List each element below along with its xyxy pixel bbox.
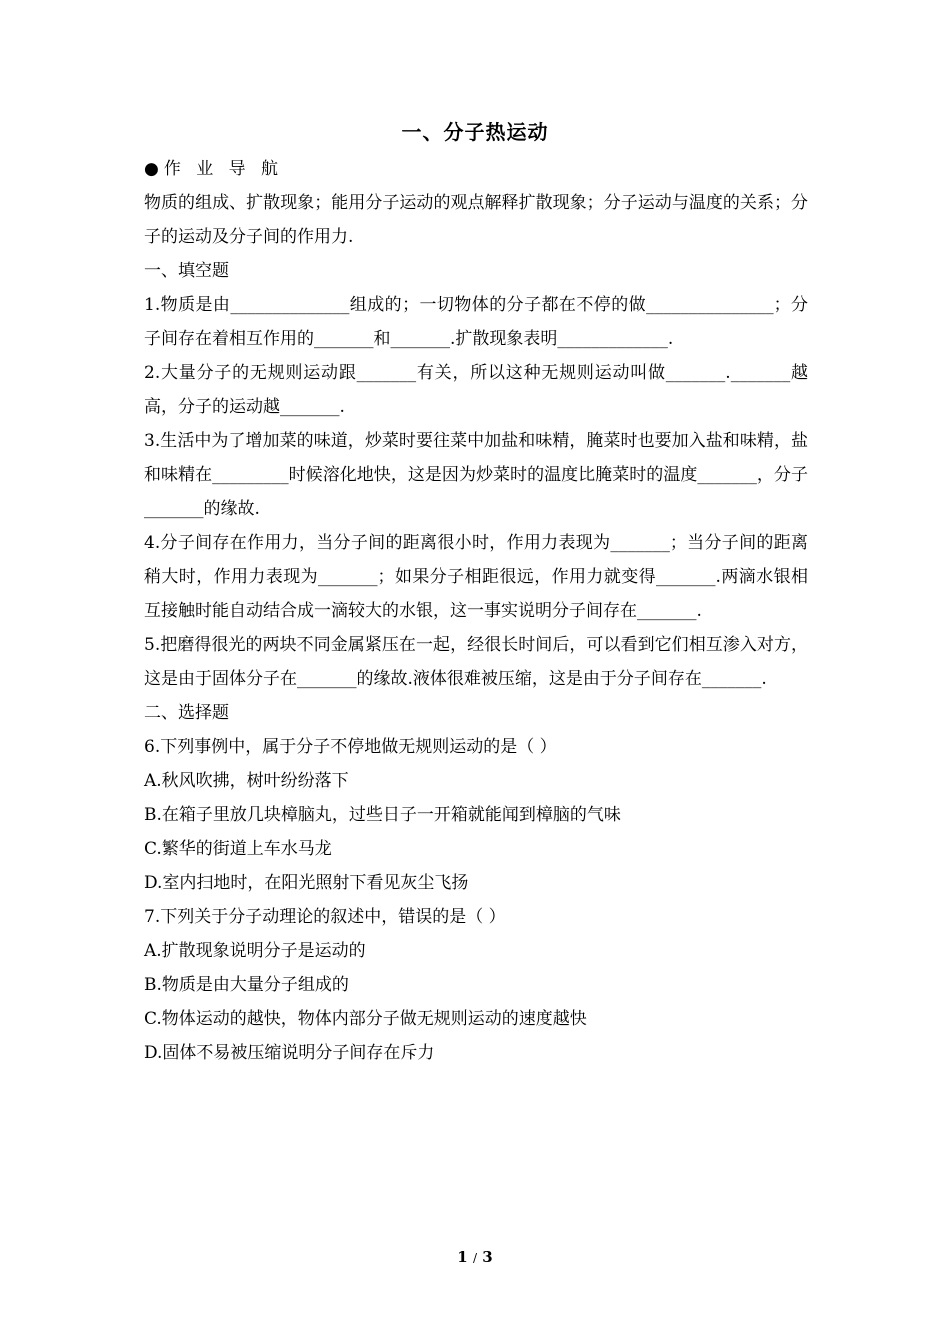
question-7: 7.下列关于分子动理论的叙述中，错误的是（ ） — [144, 907, 506, 927]
question-7-option-b: B.物质是由大量分子组成的 — [144, 975, 349, 995]
question-6-option-a: A.秋风吹拂，树叶纷纷落下 — [144, 771, 349, 791]
current-page: 1 — [457, 1248, 468, 1266]
question-6-option-c: C.繁华的街道上车水马龙 — [144, 839, 332, 859]
question-7-option-a: A.扩散现象说明分子是运动的 — [144, 941, 366, 961]
question-5: 5.把磨得很光的两块不同金属紧压在一起，经很长时间后，可以看到它们相互渗入对方，这是由于固体分子在_______的缘故.液体很难被压缩，这是由于分子间存在_______. — [144, 635, 808, 689]
page-number — [0, 1248, 950, 1266]
section-heading-fill-in: 一、填空题 — [144, 261, 229, 281]
question-2: 2.大量分子的无规则运动跟_______有关，所以这种无规则运动叫做_______._______越高，分子的运动越_______. — [144, 363, 808, 417]
nav-heading: ●作 业 导 航 — [144, 159, 284, 179]
section-heading-choice: 二、选择题 — [144, 703, 229, 723]
question-7-option-d: D.固体不易被压缩说明分子间存在斥力 — [144, 1043, 435, 1063]
question-6-option-b: B.在箱子里放几块樟脑丸，过些日子一开箱就能闻到樟脑的气味 — [144, 805, 621, 825]
nav-text: 物质的组成、扩散现象；能用分子运动的观点解释扩散现象；分子运动与温度的关系；分子的运动及分子间的作用力. — [144, 193, 808, 247]
question-1: 1.物质是由______________组成的；一切物体的分子都在不停的做_______________；分子间存在着相互作用的_______和_______.扩散现象表明_____________. — [144, 295, 808, 349]
question-7-option-c: C.物体运动的越快，物体内部分子做无规则运动的速度越快 — [144, 1009, 587, 1029]
document-body — [144, 152, 808, 1070]
page-separator: / — [472, 1251, 478, 1265]
question-6: 6.下列事例中，属于分子不停地做无规则运动的是（ ） — [144, 737, 557, 757]
page-title: 一、分子热运动 — [401, 120, 549, 144]
question-6-option-d: D.室内扫地时，在阳光照射下看见灰尘飞扬 — [144, 873, 469, 893]
total-pages: 3 — [482, 1248, 493, 1266]
question-3: 3.生活中为了增加菜的味道，炒菜时要往菜中加盐和味精，腌菜时也要加入盐和味精，盐和味精在_________时候溶化地快，这是因为炒菜时的温度比腌菜时的温度_______，分子_______的缘故. — [144, 431, 808, 519]
question-4: 4.分子间存在作用力，当分子间的距离很小时，作用力表现为_______；当分子间的距离稍大时，作用力表现为_______；如果分子相距很远，作用力就变得_______.两滴水银相互接触时能自动结合成一滴较大的水银，这一事实说明分子间存在_______. — [144, 533, 808, 621]
